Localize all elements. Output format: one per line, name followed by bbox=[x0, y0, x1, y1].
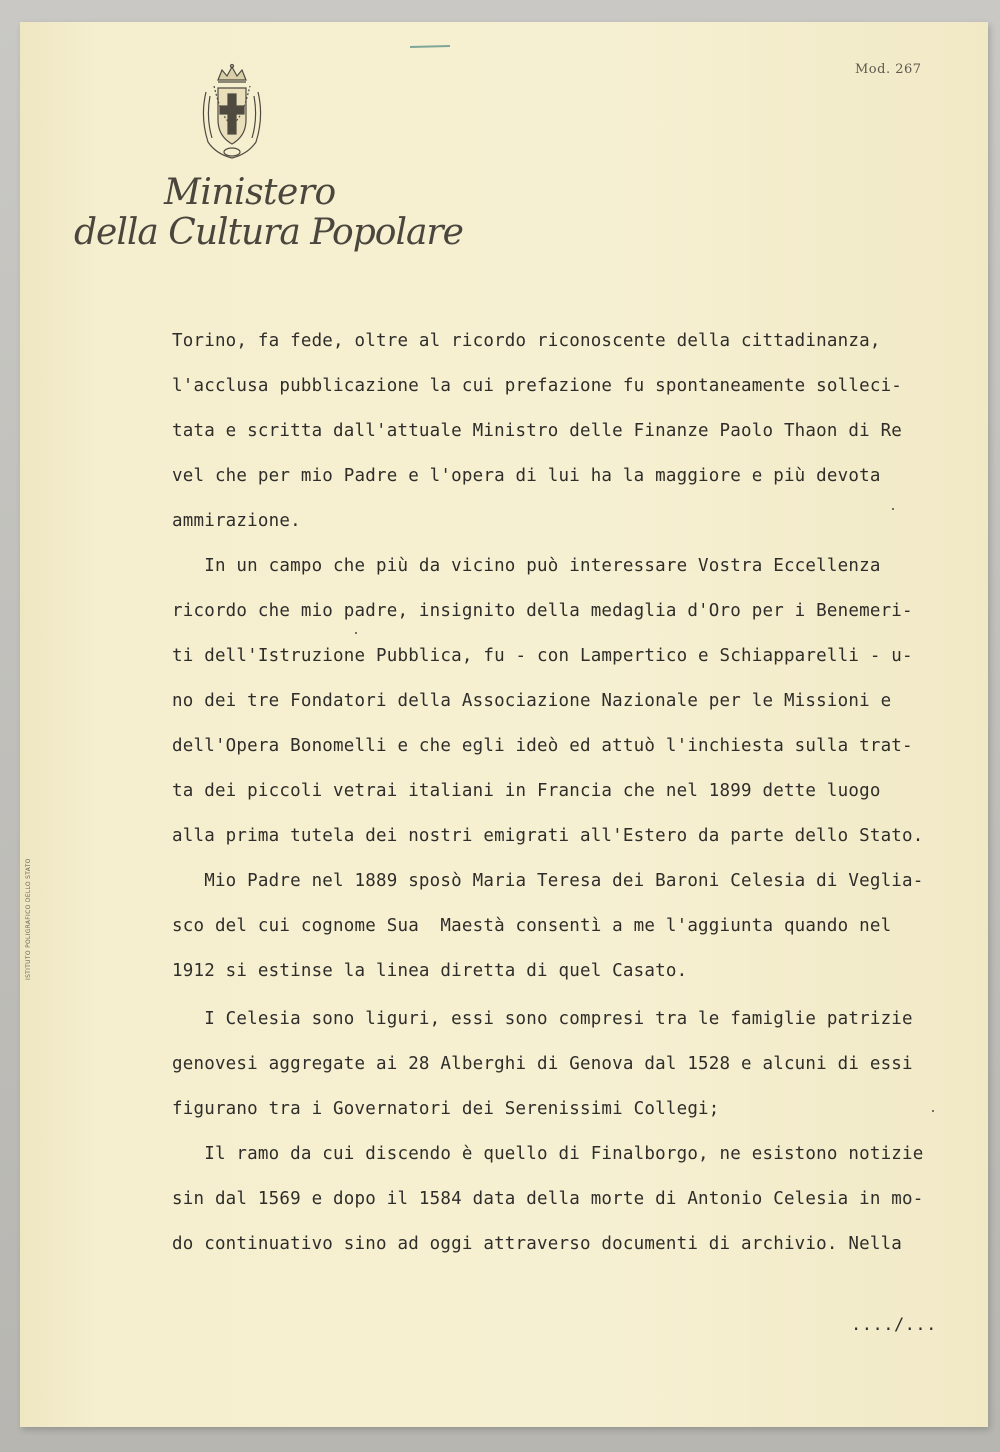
letter-line: ricordo che mio padre, insignito della medaglia d'Oro per i Benemeri- bbox=[172, 601, 913, 621]
letter-line: ti dell'Istruzione Pubblica, fu - con Lampertico e Schiapparelli - u- bbox=[172, 646, 913, 666]
letter-line: Il ramo da cui discendo è quello di Finalborgo, ne esistono notizie bbox=[172, 1144, 924, 1164]
letter-line: genovesi aggregate ai 28 Alberghi di Genova dal 1528 e alcuni di essi bbox=[172, 1054, 913, 1074]
letter-line: ammirazione. bbox=[172, 511, 301, 531]
letter-line: Torino, fa fede, oltre al ricordo riconoscente della cittadinanza, bbox=[172, 331, 881, 351]
letter-line: In un campo che più da vicino può interessare Vostra Eccellenza bbox=[172, 556, 881, 576]
letter-line: tata e scritta dall'attuale Ministro delle Finanze Paolo Thaon di Re bbox=[172, 421, 903, 441]
form-code: Mod. 267 bbox=[855, 62, 922, 77]
letter-line: l'acclusa pubblicazione la cui prefazione fu spontaneamente solleci- bbox=[172, 376, 903, 396]
letter-line: 1912 si estinse la linea diretta di quel Casato. bbox=[172, 961, 688, 981]
letter-line: do continuativo sino ad oggi attraverso documenti di archivio. Nella bbox=[172, 1234, 903, 1254]
paper-speck bbox=[932, 1110, 934, 1112]
letter-line: alla prima tutela dei nostri emigrati all'Estero da parte dello Stato. bbox=[172, 826, 924, 846]
letter-line: Mio Padre nel 1889 sposò Maria Teresa dei Baroni Celesia di Veglia- bbox=[172, 871, 924, 891]
continuation-mark: ..../... bbox=[851, 1315, 937, 1335]
letter-line: ta dei piccoli vetrai italiani in Francia che nel 1899 dette luogo bbox=[172, 781, 881, 801]
letter-line: dell'Opera Bonomelli e che egli ideò ed attuò l'inchiesta sulla trat- bbox=[172, 736, 913, 756]
clip-mark bbox=[410, 44, 450, 50]
letter-line: vel che per mio Padre e l'opera di lui ha la maggiore e più devota bbox=[172, 466, 881, 486]
letter-line: I Celesia sono liguri, essi sono compresi tra le famiglie patrizie bbox=[172, 1009, 913, 1029]
ministry-name-line-1: Ministero bbox=[164, 172, 336, 213]
savoy-coat-of-arms-icon bbox=[192, 62, 272, 162]
paper-speck bbox=[355, 632, 357, 634]
ministry-letterhead bbox=[60, 170, 463, 260]
ministry-name-line-2: della Cultura Popolare bbox=[74, 212, 463, 253]
letter-line: sco del cui cognome Sua Maestà consentì a me l'aggiunta quando nel bbox=[172, 916, 892, 936]
paper-speck bbox=[892, 508, 894, 510]
letter-line: no dei tre Fondatori della Associazione Nazionale per le Missioni e bbox=[172, 691, 892, 711]
printer-imprint: ISTITUTO POLIGRAFICO DELLO STATO bbox=[25, 858, 32, 980]
letter-line: figurano tra i Governatori dei Serenissimi Collegi; bbox=[172, 1099, 720, 1119]
letter-line: sin dal 1569 e dopo il 1584 data della morte di Antonio Celesia in mo- bbox=[172, 1189, 924, 1209]
